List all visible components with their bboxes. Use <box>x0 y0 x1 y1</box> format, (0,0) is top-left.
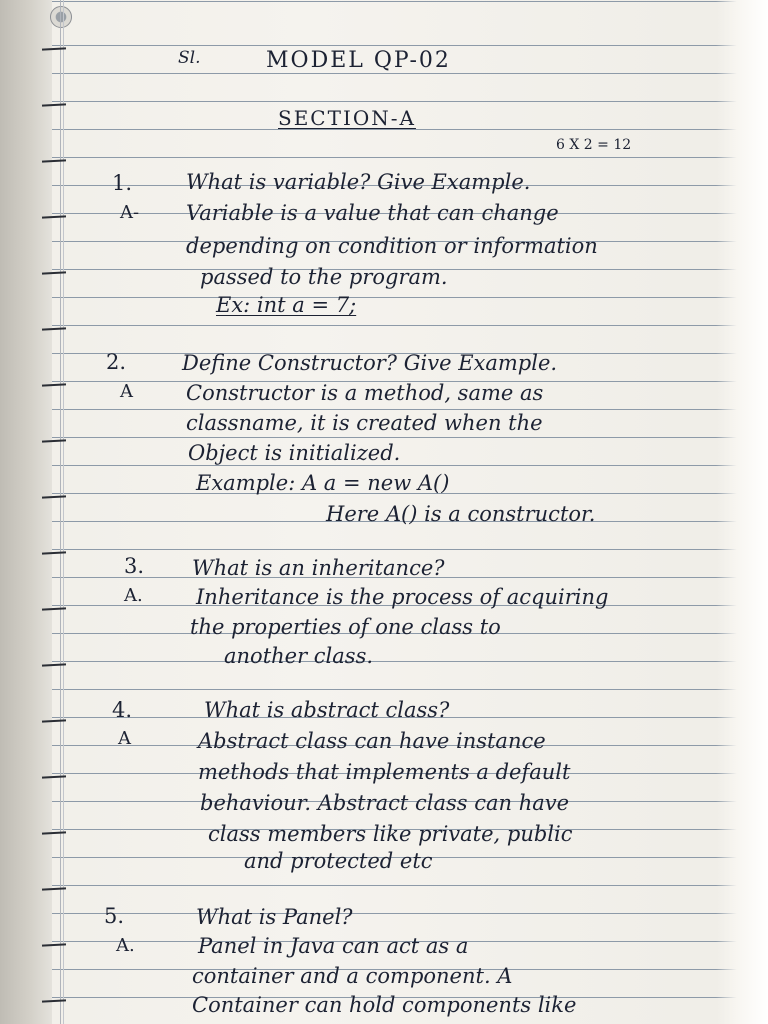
margin-line <box>60 0 61 1024</box>
answer-line: class members like private, public <box>208 822 573 846</box>
answer-line: methods that implements a default <box>198 760 571 784</box>
margin-line-inner <box>63 0 64 1024</box>
answer-label: A- <box>120 202 140 223</box>
corner-mark: Sl. <box>178 48 201 68</box>
answer-label: A <box>120 381 133 402</box>
answer-line: container and a component. A <box>192 964 513 988</box>
answer-line: and protected etc <box>244 849 433 873</box>
question-number: 1. <box>112 171 133 195</box>
question-text: Define Constructor? Give Example. <box>182 351 558 375</box>
question-text: What is an inheritance? <box>192 556 445 580</box>
question-number: 5. <box>104 904 125 928</box>
answer-line: the properties of one class to <box>190 615 501 639</box>
answer-line: another class. <box>224 644 374 668</box>
answer-line: Constructor is a method, same as <box>186 381 544 405</box>
answer-label: A <box>118 728 131 749</box>
answer-line: behaviour. Abstract class can have <box>200 791 570 815</box>
answer-example: Example: A a = new A() <box>196 471 450 495</box>
answer-line: Inheritance is the process of acquiring <box>196 585 609 609</box>
answer-line: Panel in Java can act as a <box>198 934 469 958</box>
notebook-binding <box>0 0 52 1024</box>
answer-label: A. <box>124 585 143 606</box>
page-edge-highlight <box>716 0 768 1024</box>
answer-line: Container can hold components like <box>192 993 577 1017</box>
question-number: 4. <box>112 698 133 722</box>
question-number: 2. <box>106 350 127 374</box>
answer-line: Object is initialized. <box>188 441 401 465</box>
answer-line: passed to the program. <box>200 265 448 289</box>
answer-line: depending on condition or information <box>186 234 598 258</box>
answer-line: Here A() is a constructor. <box>326 502 596 526</box>
answer-example: Ex: int a = 7; <box>216 293 357 317</box>
question-text: What is Panel? <box>196 905 353 929</box>
question-text: What is abstract class? <box>204 698 450 722</box>
marks-scheme: 6 X 2 = 12 <box>556 137 632 153</box>
answer-line: classname, it is created when the <box>186 411 543 435</box>
binding-ring-hole <box>50 6 72 28</box>
section-heading: SECTION-A <box>278 106 416 130</box>
question-text: What is variable? Give Example. <box>186 170 531 194</box>
answer-line: Abstract class can have instance <box>198 729 546 753</box>
page-title: MODEL QP-02 <box>266 48 451 73</box>
answer-line: Variable is a value that can change <box>186 201 559 225</box>
question-number: 3. <box>124 554 145 578</box>
answer-label: A. <box>116 935 135 956</box>
